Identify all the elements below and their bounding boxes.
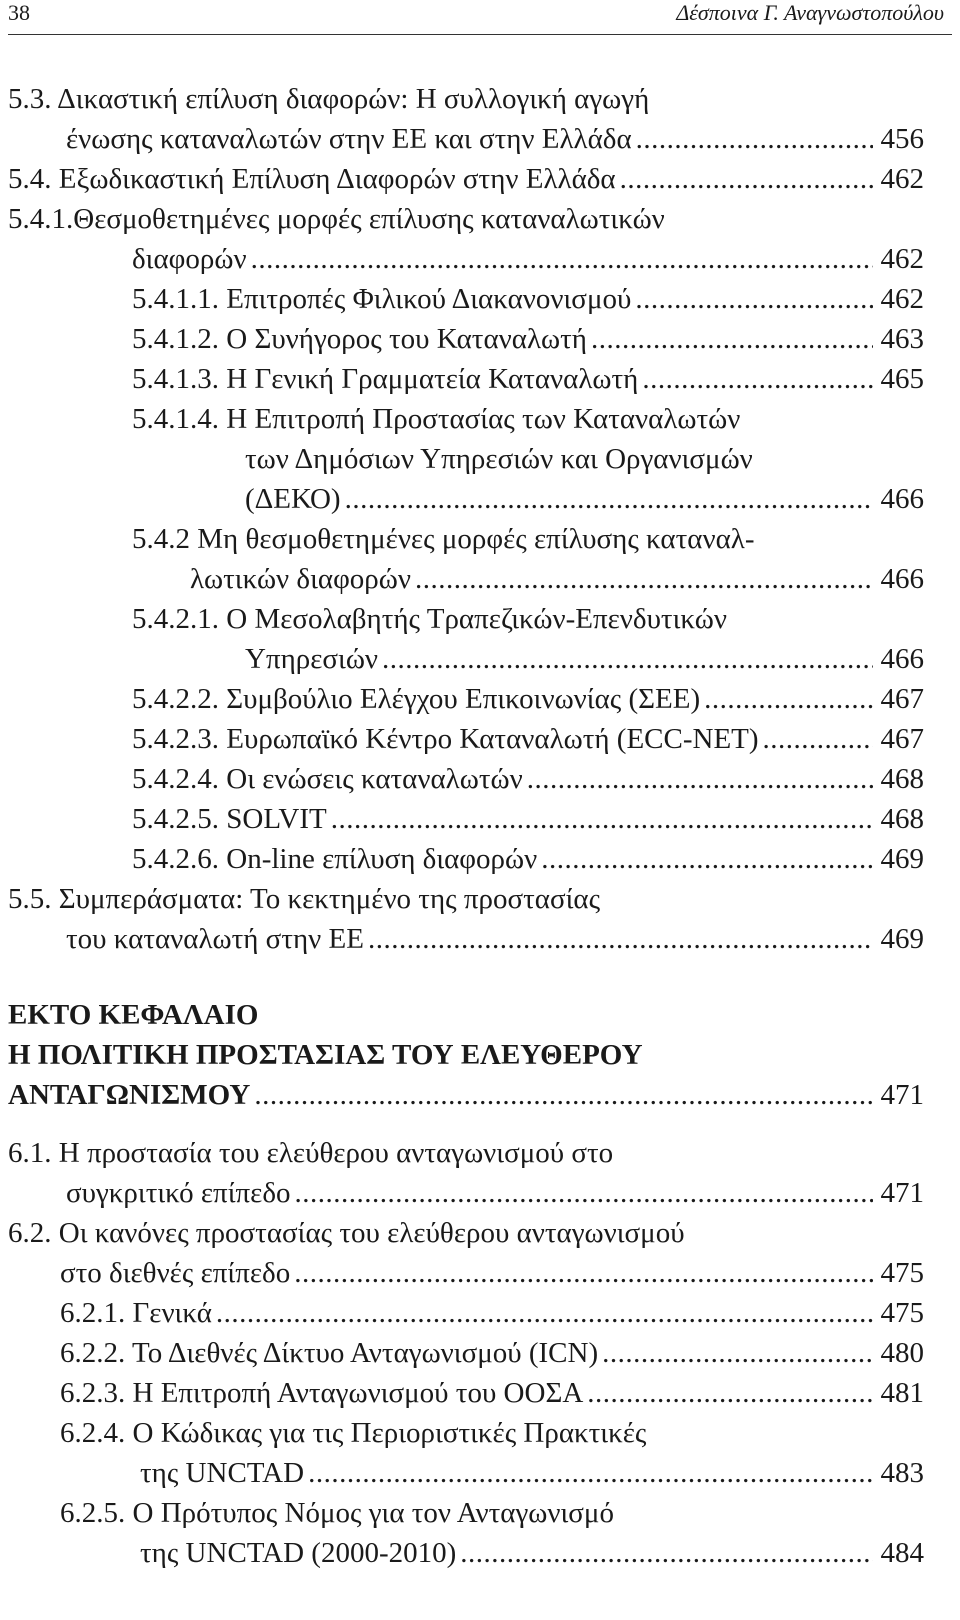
toc-entry-text: του καταναλωτή στην ΕΕ [66,923,364,955]
toc-page-number: 467 [880,723,924,755]
toc-entry-text: των Δημόσιων Υπηρεσιών και Οργανισμών [245,443,753,475]
author-name: Δέσποινα Γ. Αναγνωστοπούλου [676,0,944,25]
toc-line [0,759,960,799]
toc-entry-text: 5.4.1.Θεσμοθετημένες μορφές επίλυσης καταναλωτικών [8,203,665,235]
toc-line [0,79,960,119]
toc-line [0,1213,960,1253]
toc-page-number: 463 [880,323,924,355]
toc-entry-text: 5.5. Συμπεράσματα: Το κεκτημένο της προστασίας [8,883,601,915]
dot-leader [415,559,873,599]
toc-page-number: 481 [880,1377,924,1409]
dot-leader [527,759,873,799]
toc-page-number: 483 [880,1457,924,1489]
toc-entry-text: 5.4.2.3. Ευρωπαϊκό Κέντρο Καταναλωτή (ECC-NET) [132,723,759,755]
toc-entry-text: 5.4.1.3. Η Γενική Γραμματεία Καταναλωτή [132,363,639,395]
toc-entry-text: 6.1. Η προστασία του ελεύθερου ανταγωνισμού στο [8,1137,614,1169]
toc-line [0,559,960,599]
toc-entry-text: διαφορών [132,243,247,275]
page-number: 38 [8,0,30,25]
toc-entry-text: 6.2. Οι κανόνες προστασίας του ελεύθερου ανταγωνισμού [8,1217,685,1249]
toc-entry-text: 5.3. Δικαστική επίλυση διαφορών: Η συλλογική αγωγή [8,83,650,115]
running-head [8,0,952,35]
toc-page-number: 468 [880,803,924,835]
dot-leader [368,919,873,959]
chapter-title-heading: ΑΝΤΑΓΩΝΙΣΜΟΥ [8,1079,251,1111]
toc-line [0,279,960,319]
toc-entry-text: συγκριτικό επίπεδο [66,1177,291,1209]
toc-line [0,439,960,479]
toc-entry-text: 5.4.2.2. Συμβούλιο Ελέγχου Επικοινωνίας (ΣΕΕ) [132,683,701,715]
toc-line [0,359,960,399]
toc-page-number: 462 [880,243,924,275]
toc-entry-text: 5.4.1.1. Επιτροπές Φιλικού Διακανονισμού [132,283,632,315]
toc-line [0,799,960,839]
toc-line [0,839,960,879]
dot-leader [587,1373,872,1413]
toc-line [0,879,960,919]
toc-line [0,199,960,239]
dot-leader [216,1293,873,1333]
toc-line [0,519,960,559]
dot-leader [541,839,872,879]
toc-page-number: 466 [880,563,924,595]
toc-line [0,679,960,719]
chapter-heading-line [0,995,960,1035]
toc-line [0,1133,960,1173]
toc-entry-text: λωτικών διαφορών [190,563,411,595]
toc-page-number: 480 [880,1337,924,1369]
toc-page-number: 462 [880,163,924,195]
toc-page-number: 465 [880,363,924,395]
toc-line [0,1413,960,1453]
toc-line [0,239,960,279]
dot-leader [460,1533,872,1573]
toc-line [0,319,960,359]
toc-line [0,1493,960,1533]
toc-entry-text: της UNCTAD [140,1457,305,1489]
toc-line [0,1453,960,1493]
toc-line [0,1293,960,1333]
toc-entry-text: Υπηρεσιών [245,643,379,675]
toc-page-number: 475 [880,1257,924,1289]
toc-entry-text: ένωσης καταναλωτών στην ΕΕ και στην Ελλάδα [66,123,632,155]
toc-line [0,919,960,959]
toc-entry-text: 5.4.2.4. Οι ενώσεις καταναλωτών [132,763,523,795]
toc-line [0,1373,960,1413]
dot-leader [642,359,872,399]
chapter-number-heading: ΕΚΤΟ ΚΕΦΑΛΑΙΟ [8,999,259,1031]
dot-leader [294,1173,872,1213]
toc-line [0,1533,960,1573]
toc-line [0,1173,960,1213]
toc-entry-text: στο διεθνές επίπεδο [60,1257,291,1289]
toc-line [0,719,960,759]
dot-leader [382,639,872,679]
toc-entry-text: 5.4.2.1. Ο Μεσολαβητής Τραπεζικών-Επενδυτικών [132,603,727,635]
dot-leader [620,159,873,199]
dot-leader [636,119,873,159]
toc-entry-text: 5.4.2 Μη θεσμοθετημένες μορφές επίλυσης καταναλ- [132,523,755,555]
toc-entry-text: 6.2.1. Γενικά [60,1297,212,1329]
toc-page-number: 469 [880,923,924,955]
toc-page-number: 466 [880,483,924,515]
toc-entry-text: 6.2.2. Το Διεθνές Δίκτυο Ανταγωνισμού (ICN) [60,1337,599,1369]
toc-entry-text: 6.2.4. Ο Κώδικας για τις Περιοριστικές Πρακτικές [60,1417,647,1449]
toc-line [0,1333,960,1373]
toc-entry-text: 6.2.5. Ο Πρότυπος Νόμος για τον Ανταγωνισμό [60,1497,614,1529]
toc-entry-text: 5.4.2.6. On-line επίλυση διαφορών [132,843,538,875]
dot-leader [331,799,873,839]
dot-leader [308,1453,872,1493]
dot-leader [251,239,873,279]
dot-leader [635,279,872,319]
chapter-heading-line [0,1035,960,1075]
toc-line [0,119,960,159]
toc-entry-text: 5.4.1.4. Η Επιτροπή Προστασίας των Καταναλωτών [132,403,741,435]
toc-entry-text: 5.4. Εξωδικαστική Επίλυση Διαφορών στην Ελλάδα [8,163,616,195]
toc-line [0,1075,960,1115]
dot-leader [591,319,873,359]
dot-leader [602,1333,872,1373]
toc-line [0,599,960,639]
toc-page-number: 466 [880,643,924,675]
dot-leader [294,1253,872,1293]
toc-page-number: 469 [880,843,924,875]
toc-line [0,399,960,439]
chapter-title-heading: Η ΠΟΛΙΤΙΚΗ ΠΡΟΣΤΑΣΙΑΣ ΤΟΥ ΕΛΕΥΘΕΡΟΥ [8,1039,643,1071]
toc-page-number: 468 [880,763,924,795]
toc-page-number: 471 [880,1079,924,1111]
toc-page-number: 484 [880,1537,924,1569]
toc-entry-text: (ΔΕΚΟ) [245,483,341,515]
toc-page-number: 467 [880,683,924,715]
dot-leader [345,479,873,519]
toc-line [0,159,960,199]
toc-entry-text: 5.4.2.5. SOLVIT [132,803,327,835]
toc-line [0,479,960,519]
toc-page-number: 462 [880,283,924,315]
toc-entry-text: της UNCTAD (2000-2010) [140,1537,457,1569]
toc-entry-text: 5.4.1.2. Ο Συνήγορος του Καταναλωτή [132,323,587,355]
toc-page-number: 471 [880,1177,924,1209]
toc-entry-text: 6.2.3. Η Επιτροπή Ανταγωνισμού του ΟΟΣΑ [60,1377,584,1409]
dot-leader [704,679,872,719]
dot-leader [254,1075,872,1115]
toc-line [0,1253,960,1293]
toc-page-number: 456 [880,123,924,155]
toc-page-number: 475 [880,1297,924,1329]
dot-leader [763,719,873,759]
toc-line [0,639,960,679]
